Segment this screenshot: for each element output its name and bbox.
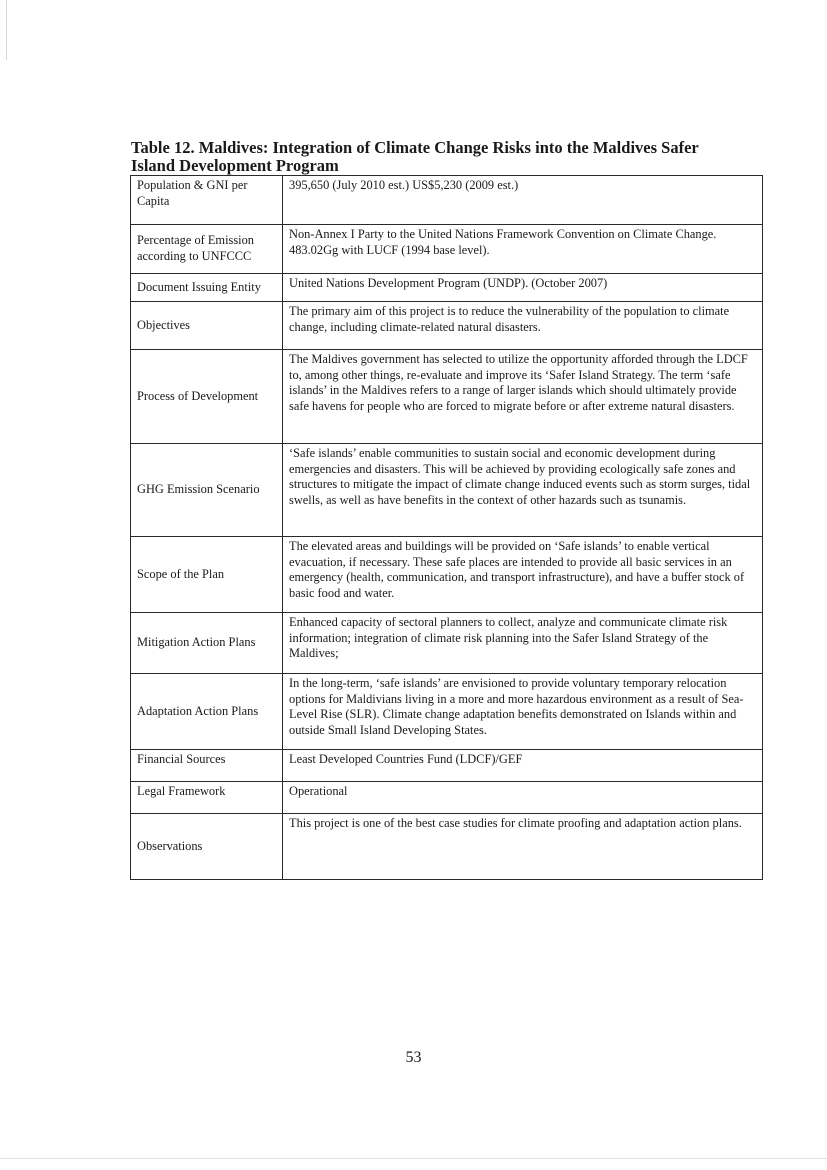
row-label: Adaptation Action Plans xyxy=(131,674,283,750)
row-label: Population & GNI per Capita xyxy=(131,176,283,225)
table-row xyxy=(131,302,763,350)
table-row xyxy=(131,444,763,537)
row-value: Enhanced capacity of sectoral planners to collect, analyze and communicate climate risk information; integration of climate risk planning into the Safer Island Strategy of the Maldives; xyxy=(283,613,763,674)
page-number: 53 xyxy=(405,1049,422,1066)
row-label: Scope of the Plan xyxy=(131,537,283,613)
row-label: Mitigation Action Plans xyxy=(131,613,283,674)
row-value: Least Developed Countries Fund (LDCF)/GEF xyxy=(283,750,763,782)
table-row xyxy=(131,814,763,880)
table-row xyxy=(131,350,763,444)
row-value: In the long-term, ‘safe islands’ are envisioned to provide voluntary temporary relocation options for Maldivians living in a more and more hazardous environment as a result of Sea-Level Rise (SLR). Climate change adaptation benefits demonstrated on Islands within and outside Small Island Developing States. xyxy=(283,674,763,750)
row-value: The elevated areas and buildings will be provided on ‘Safe islands’ to enable vertical evacuation, if necessary. These safe places are intended to provide all basic services in an emergency (health, communication, and transport infrastructure), and have a buffer stock of basic food and water. xyxy=(283,537,763,613)
row-value: ‘Safe islands’ enable communities to sustain social and economic development during emergencies and disasters. This will be achieved by providing ecologically safe zones and structures to mitigate the impact of climate change induced events such as storm surges, tidal swells, as well as have benefits in the context of other hazards such as tsunamis. xyxy=(283,444,763,537)
table-row xyxy=(131,176,763,225)
row-value: 395,650 (July 2010 est.) US$5,230 (2009 est.) xyxy=(283,176,763,225)
row-value: The primary aim of this project is to reduce the vulnerability of the population to climate change, including climate-related natural disasters. xyxy=(283,302,763,350)
table-row xyxy=(131,274,763,302)
table-title: Table 12. Maldives: Integration of Climate Change Risks into the Maldives Safer Island Development Program xyxy=(131,138,699,175)
row-label: GHG Emission Scenario xyxy=(131,444,283,537)
row-label: Process of Development xyxy=(131,350,283,444)
row-value: United Nations Development Program (UNDP). (October 2007) xyxy=(283,274,763,302)
table-row xyxy=(131,537,763,613)
table-row xyxy=(131,613,763,674)
country-profile-table xyxy=(130,175,763,880)
page-edge-line xyxy=(0,1158,827,1159)
row-value: This project is one of the best case studies for climate proofing and adaptation action plans. xyxy=(283,814,763,880)
page-edge-mark xyxy=(6,0,7,60)
row-label: Legal Framework xyxy=(131,782,283,814)
row-label: Percentage of Emission according to UNFCCC xyxy=(131,225,283,274)
row-label: Document Issuing Entity xyxy=(131,274,283,302)
row-label: Financial Sources xyxy=(131,750,283,782)
row-label: Objectives xyxy=(131,302,283,350)
table-row xyxy=(131,782,763,814)
row-value: The Maldives government has selected to utilize the opportunity afforded through the LDCF to, among other things, re-evaluate and improve its ‘Safer Island Strategy. The term ‘safe islands’ in the Maldives refers to a range of larger islands which should ultimately provide safe havens for people who are forced to migrate before or after extreme natural disasters. xyxy=(283,350,763,444)
table-row xyxy=(131,674,763,750)
row-label: Observations xyxy=(131,814,283,880)
table-row xyxy=(131,225,763,274)
row-value: Non-Annex I Party to the United Nations Framework Convention on Climate Change. 483.02Gg with LUCF (1994 base level). xyxy=(283,225,763,274)
table-row xyxy=(131,750,763,782)
row-value: Operational xyxy=(283,782,763,814)
